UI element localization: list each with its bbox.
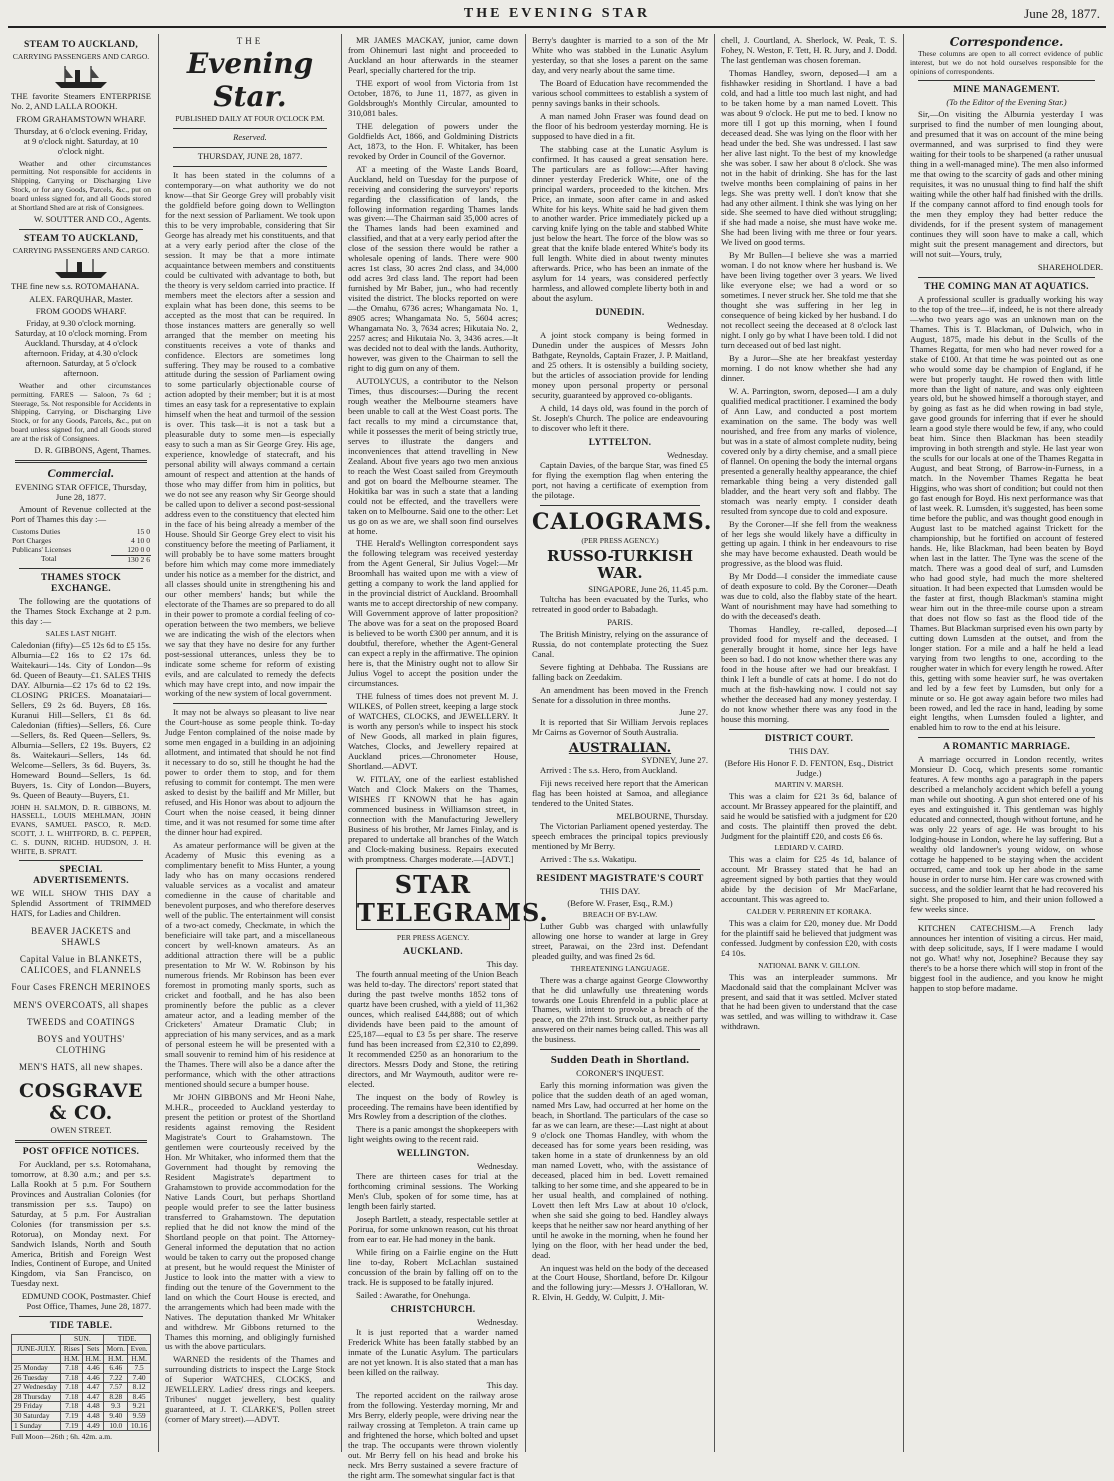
table-cell: 7.18 <box>61 1402 83 1412</box>
table-cell: H.M. <box>128 1354 151 1364</box>
divider <box>173 128 327 129</box>
column-2 <box>160 36 340 1452</box>
revenue-table <box>11 528 151 564</box>
steam-ad-2-schedule: Friday, at 9.30 o'clock morning. Saturday, at 10 o'clock morning. From Auckland. Thursday, at 4 o'clock afternoon. Friday, at 4.30 o'clock afternoon. Saturday, at 5 o'clock afternoon. <box>14 318 148 378</box>
table-cell: 7.18 <box>61 1392 83 1402</box>
revenue-total-label: Total <box>41 554 57 564</box>
news-paragraph: THE export of wool from Victoria from 1st October, 1876, to June 11, 1877, as given in Goldsbrough's Monthly Circular, amounted to 310,081 bales. <box>348 77 518 118</box>
inquest-paragraph: By a Juror—She ate her breakfast yesterday morning. I do not know whether she had any dinner. <box>721 353 897 383</box>
table-cell: 9.21 <box>128 1402 151 1412</box>
war-paragraph: The British Ministry, relying on the assurance of Russia, do not contemplate protecting the Suez Canal. <box>532 628 708 659</box>
table-cell: 4.47 <box>83 1392 104 1402</box>
revenue-value: 15 0 <box>136 527 150 537</box>
table-cell: 6.46 <box>104 1364 128 1374</box>
table-cell: 7.40 <box>128 1373 151 1383</box>
mine-management-heading: MINE MANAGEMENT. <box>953 85 1060 96</box>
dunedin-day: Wednesday. <box>667 320 708 331</box>
coming-man-heading: THE COMING MAN AT AQUATICS. <box>924 281 1089 292</box>
stock-exchange-text: The following are the quotations of the Thames Stock Exchange at 2 p.m. this day :— <box>11 596 151 627</box>
revenue-label: Customs Duties <box>12 527 61 537</box>
news-paragraph: The stabbing case at the Lunatic Asylum is confirmed. It has caused a great sensation here. The particulars are as follow:—After having dinner yesterday Frederick White, one of the principal warders, proceeded to the kitchen. Mrs Price, an inmate, soon after came in and asked White for his keys. White said he had given them to another warder. Price immediately picked up a carving knife lying on the table and stabbed White just below the heart. The force of the blow was so great that the knife blade entered White's body its full length. White died in about twenty minutes afterwards. Price, who has been an inmate of the asylum for 14 years, was considered perfectly harmless, and allowed complete liberty both in and about the asylum. <box>532 143 708 304</box>
table-cell: H.M. <box>61 1354 83 1364</box>
table-header: TIDE. <box>104 1335 151 1345</box>
singapore-dateline: SINGAPORE, June 26, 11.45 p.m. <box>588 583 708 594</box>
divider <box>15 1140 147 1143</box>
steam-ad-1-agent: W. SOUTTER AND CO., Agents. <box>33 214 151 225</box>
inquest-paragraph: Early this morning information was given the police that the sudden death of an aged woman, named Mrs Law, had occurred at her home on the beach, in Shortland. The particulars of the case so far as we can learn, are these:—Last night at about 9 o'clock one Thomas Handley, with whom the deceased has for some years been residing, was taken home in a state of drunkenness by an old man named Lovett, who, with the assistance of deceased, placed him in bed. Lovett remained talking to her some time, and she appeared to be in her usual health, and complained of nothing. Lovett then left Mrs Law at about 10 o'clock, when she said she going to bed. Handley always keeps that he neither saw nor heard anything of her until he awoke in the morning, when he found her lying on the floor, with her head under the bed, dead. <box>532 1080 708 1260</box>
dunedin-paragraph: A child, 14 days old, was found in the porch of St. Joseph's Church. The police are endeavouring to discover who left it there. <box>532 402 708 433</box>
column-5 <box>716 36 902 1452</box>
divider <box>918 737 1095 738</box>
steam-ad-2-ship: THE fine new s.s. ROTOMAHANA. <box>11 281 140 292</box>
inquest-paragraph: Thomas Handley, sworn, deposed—I am a fishhawker residing in Shortland. I have a bad cold, and had a little too much last night, and had to be taken home by a man named Lovett. This was about 9 o'clock. He put me to bed. I know no more till I got up this morning, when I found deceased dead. She was lying on the floor with her head under the bed. She was undressed. I last saw her alive last night. To the best of my knowledge she was sober. I saw her about 8 o'clock. She was not in the habit of drinking. She has for the last twelve months been complaining of pains in her legs. She was pretty well. I don't know that she had any other ailment. I think she was lying on her side. She seemed to have died without struggling; if she had made a noise, she must have woke me. She had been living with me three or four years. We lived on good terms. <box>721 67 897 248</box>
rm-court-heading: RESIDENT MAGISTRATE'S COURT <box>536 874 704 885</box>
tide-table-heading: TIDE TABLE. <box>49 1321 113 1332</box>
cosgrave-ad-line: Capital Value in BLANKETS, CALICOES, and FLANNELS <box>19 954 143 975</box>
inquest-paragraph: W. A. Parrington, sworn, deposed—I am a duly qualified medical practitioner. I examined the body of Ann Law, and conducted a post mortem examination on the same. The body was well nourished, and free from any marks of violence, but was in a state of almost complete nudity, being covered only by a dirty chemise, and a small piece of flannel. On opening the body the internal organs presented a generally healthy appearance, the chief remarkable thing being a very distended gall bladder, and the heart very soft and flabby. The stomach was nearly empty. I consider death resulted from syncope due to cold and exposure. <box>721 385 897 516</box>
table-header: Rises <box>61 1344 83 1354</box>
masthead-gothic-title: Evening Star. <box>186 47 314 113</box>
divider <box>173 703 327 704</box>
table-row <box>12 1364 151 1374</box>
steam-ad-2-title: STEAM TO AUCKLAND, <box>23 234 139 245</box>
stock-brokers: JOHN H. SALMON, D. R. GIBBONS, M. HASSELL, LOUIS MEHLMAN, JOHN EVANS, SAMUEL PASCO, R. McD. SCOTT, J. L. WHITFORD, B. C. PEPPER, C. S. DUNN, RICHD. HUDSON, J. H. WHITE, B. SPRATT. <box>11 802 151 856</box>
mine-management-letter: Sir,—On visiting the Alburnia yesterday I was surprised to find the number of men lounging about, and presumed that it was on account of the mine being overmanned, and was surprised to find they were waiting for their tools to be sharpened (a rather unusual thing in a well-managed mine). The men also informed me that owing to the scarcity of gads and other mining requisites, it was no unusual thing to find half the shift waiting while the other half had finished with the drills. If the company cannot afford to find enough tools for the men they employ they had better reduce the dividends, for if the present system of management continues they will soon have to make a call, which might suit the present management and directors, but will not suit—Yours, truly, <box>910 109 1103 259</box>
divider <box>15 460 147 463</box>
wilkes-advertisement: THE fulness of times does not prevent M. J. WILKES, of Pollen street, keeping a large stock of WATCHES, CLOCKS, and JEWELLERY. It is worth any person's while to inspect his stock of New Goods, all marked in plain figures, Watches, Clocks, and Jewellery repaired at Auckland prices.—Chronometer House, Shortland.—ADVT. <box>348 691 518 771</box>
table-cell: 7.18 <box>61 1383 83 1393</box>
divider <box>729 729 889 730</box>
district-court-case: MARTIN V. MARSH. <box>774 779 844 789</box>
table-row <box>12 1344 151 1354</box>
district-court-paragraph: This was a claim for £20, money due. Mr Dodd for the plaintiff said he believed that judgment was confessed. Judgment by confession £20, with costs £4 10s. <box>721 917 897 958</box>
table-cell: 8.28 <box>104 1392 128 1402</box>
table-row <box>11 546 151 555</box>
table-header: JUNE-JULY. <box>12 1344 61 1354</box>
australian-paragraph: Arrived : The s.s. Wakatipu. <box>540 854 637 865</box>
table-cell: 7.18 <box>61 1364 83 1374</box>
rm-court-case: BREACH OF BY-LAW. <box>582 910 658 920</box>
table-cell: 4.46 <box>83 1364 104 1374</box>
table-cell: 7.5 <box>128 1364 151 1374</box>
dunedin-heading: DUNEDIN. <box>595 308 645 319</box>
divider <box>19 860 143 861</box>
steam-ad-2-wharf: FROM GOODS WHARF. <box>35 306 127 317</box>
column-divider <box>903 34 904 1452</box>
rm-court-paragraph: There was a charge against George Clowworthy that he did unlawfully use threatening words towards one Louis Ehrenfeld in a public place at Thames, with intent to provoke a breach of the peace, on the 27th inst. Struck out, as neither party answered on their names being called. This was all the business. <box>532 974 708 1045</box>
auckland-day: This day. <box>486 958 518 969</box>
table-cell: 9.40 <box>104 1411 128 1421</box>
wellington-heading: WELLINGTON. <box>396 1149 470 1160</box>
news-paragraph: AT a meeting of the Waste Lands Board, Auckland, held on Tuesday for the purpose of receiving and considering the surveyors' reports regarding the classification of lands, the following information regarding Thames lands was given:—The Chairman said 35,000 acres of the Thames lands had been examined and classified, and that at a very early period after the close of the session there would be rather a wholesale opening of lands. There were 900 acres 1st class, 30 acres 2nd class, and 34,000 odd acres 3rd class land. The report had been furnished by Mr Baber, jun., who had recently visited the district. The blocks reported on were—the Omahu, 6736 acres; Whangamata No. 1, 8905 acres; Whangamata No. 5, 5604 acres; Whangamata No. 3, 7634 acres; Hikutaia No. 2, 2257 acres; and Hikutaia No. 3, 3436 acres.—It was decided not to deal with the lands. Authority, however, was given to the Chairman to sell the right to dig gum on any of them. <box>348 163 518 373</box>
steam-ad-1-schedule: Thursday, at 6 o'clock evening. Friday, at 9 o'clock night. Saturday, at 10 o'clock night. <box>14 125 148 156</box>
stock-exchange-heading: THAMES STOCK EXCHANGE. <box>40 573 122 595</box>
post-office-signature: EDMUND COOK, Postmaster. Chief Post Office, Thames, June 28, 1877. <box>21 1291 151 1312</box>
table-cell: 26 Tuesday <box>12 1373 61 1383</box>
romantic-marriage-heading: A ROMANTIC MARRIAGE. <box>942 742 1071 753</box>
wellington-paragraph: There are thirteen cases for trial at the forthcoming criminal sessions. The Working Men's Club, spoken of for some time, has at length been fairly started. <box>348 1171 518 1212</box>
table-cell: 9.3 <box>104 1402 128 1412</box>
inquest-paragraph: By Mr Bullen—I believe she was a married woman. I do not know where her husband is. We have been living together over 3 years. We lived like everyone else; we had a word or so sometimes. I never struck her. She told me that she thought she was suffering in her leg in consequence of being kicked by her husband. I do not recollect seeing the deceased at 8 o'clock last night. I only go by what I have been told. I did not turn deceased out of bed last night. <box>721 250 897 351</box>
christchurch-day-2: This day. <box>486 1379 518 1390</box>
table-cell: 27 Wednesday <box>12 1383 61 1393</box>
column-4 <box>527 36 713 1452</box>
table-cell: 7.22 <box>104 1373 128 1383</box>
steam-ad-2-notice: Weather and other circumstances permitting. FARES — Saloon, 7s 6d ; Steerage, 5s. Not responsible for Accidents in Shipping, Carrying, or Discharging Live Stock, or for any Goods, Parcels, &c., put on board unless signed for, and all Goods stored are at the risk of Consignees. <box>11 380 151 443</box>
court-house-paragraph: It may not be always so pleasant to live near the Court-house as some people think. To-day Judge Fenton complained of the noise made by some men engaged in a building in an adjoining allotment, and intimated that should he not find it necessary to do so, still he thought he had the power to order them to stop, and for them refusing to commit for contempt. The men were asked to desist by the bailiff and Mr Miller, but refused, and His Honor was about to adjourn the Court when the noise ceased, it being dinner time, and it was not resumed for some time after the dinner hour had expired. <box>165 707 335 838</box>
australian-banner: AUSTRALIAN. <box>568 741 672 757</box>
revenue-value: 4 10 0 <box>131 536 150 546</box>
masthead-the: THE <box>236 36 264 46</box>
table-cell: 10.0 <box>104 1421 128 1431</box>
inquest-paragraph: An inquest was held on the body of the deceased at the Court House, Shortland, before Dr. Kilgour and the following jury:—Messrs J. O'Halloran, W. R. Elvin, H. Geddy, W. Culpitt, J. Mit- <box>532 1262 708 1303</box>
table-cell: 10.16 <box>128 1421 151 1431</box>
wellington-day: Wednesday. <box>477 1161 518 1172</box>
table-cell: 7.19 <box>61 1411 83 1421</box>
column-divider <box>525 34 526 1452</box>
district-court-heading: DISTRICT COURT. <box>764 733 854 744</box>
russo-turkish-war-banner: RUSSO-TURKISH WAR. <box>546 547 693 583</box>
district-court-day: THIS DAY. <box>788 745 830 756</box>
table-cell: 4.48 <box>83 1411 104 1421</box>
table-cell: H.M. <box>104 1354 128 1364</box>
table-cell: 8.12 <box>128 1383 151 1393</box>
cosgrave-ad-line: BEAVER JACKETS and SHAWLS <box>31 926 131 947</box>
steam-ad-2-agent: D. R. GIBBONS, Agent, Thames. <box>34 445 151 456</box>
cosgrave-ad-line: Four Cases FRENCH MERINOES <box>11 982 151 993</box>
commercial-text: Amount of Revenue collected at the Port of Thames this day :— <box>11 504 151 525</box>
christchurch-paragraph: The reported accident on the railway arose from the following. Yesterday morning, Mr and Mrs Berry, elderly people, were driving near the railway crossing at Templeton. A train came up and frightened the horse, which bolted and upset the trap. The occupants were thrown violently out. Mr Berry fell on his head and broke his neck. Mrs Berry sustained a severe fracture of the right arm. The somewhat singular fact is that <box>348 1389 518 1480</box>
coroner-heading: CORONER'S INQUEST. <box>576 1068 664 1079</box>
news-paragraph: A man named John Fraser was found dead on the floor of his bedroom yesterday morning. He is supposed to have died in a fit. <box>532 110 708 141</box>
correspondence-note: These columns are open to all correct evidence of public interest, but we do not hold ourselves responsible for the opinions of correspondents. <box>910 48 1103 76</box>
editorial-dateline: THURSDAY, JUNE 28, 1877. <box>197 151 303 162</box>
table-cell: 8.45 <box>128 1392 151 1402</box>
divider <box>173 147 327 148</box>
deputation-paragraph: Mr JOHN GIBBONS and Mr Heoni Nahe, M.H.R., proceeded to Auckland yesterday to present the petition or protest of the Shortland residents against removing the Resident Magistrate's Court to Grahamstown. The gentlemen were courteously received by the Hon. Mr Whitaker, who informed them that the Government had thought by removing the Resident Magistrate's department to Grahamstown to provide accommodation for the Native Lands Court, but perhaps Shortland people would prefer to see the latter business transferred to Grahamstown. The deputation replied that he did not know the mind of the Shortland people on that point. The Attorney-General informed the deputation that no action would be taken to carry out the proposed change at present, but he would request the Minister of Justice to look into the matter with a view to finding out the tenure of the Government to the land on which the Court House is erected, and the arrangements which had been made with the Natives. The deputation thanked Mr Whitaker and withdrew. Mr Gibbons returned to the Thames this morning, and obligingly furnished us with the above particulars. <box>165 1092 335 1352</box>
district-court-case: CALDER V. PERRENIN ET KORAKA. <box>746 907 872 917</box>
news-paragraph: MR JAMES MACKAY, junior, came down from Ohinemuri last night and proceeded to Auckland an hour afterwards in the steamer Pearl, specially chartered for the trip. <box>348 35 518 75</box>
auckland-paragraph: The inquest on the body of Rowley is proceeding. The remains have been identified by Mrs Rowley from a description of the clothes. <box>348 1091 518 1122</box>
news-paragraph: Berry's daughter is married to a son of the Mr White who was stabbed in the Lunatic Asylum yesterday, so that she loses a parent on the same day, and very nearly about the same time. <box>532 35 708 75</box>
cosgrave-ad-line: MEN'S OVERCOATS, all shapes <box>13 999 149 1010</box>
table-cell: H.M. <box>83 1354 104 1364</box>
district-court-before: (Before His Honor F. D. FENTON, Esq., District Judge.) <box>724 757 894 778</box>
revenue-value: 120 0 0 <box>127 544 150 554</box>
column-divider <box>158 34 159 1452</box>
table-cell: 4.48 <box>83 1402 104 1412</box>
stock-quotations: Caledonian (fifty)—£5 12s 6d to £5 15s. Alburnia—£2 16s to £2 17s 6d. Waitekauri—14s. City of London—9s 6d. Queen of Beauty—£1. SALES THIS DAY. Alburnia—£2 17s 6d to £2 19s. CLOSING PRICES. Moanataiari—Sellers, £9 2s 6d. Buyers, £8 16s. Kuranui Hill—Sellers, £1 8s 6d. Caledonian (fifties)—Sellers, £6. Cure—Sellers, 8s. Red Queen—Sellers, 9s. Alburnia—Sellers, £2 19s. Buyers, £2 8s. Waitekauri—Sellers, 14s 6d. Welcome—Sellers, 3s 6d. Buyers, 3s. Homeward Bound—Sellers, 1s 6d. Buyers, 1s. City of London—Buyers, 9s. Queen of Beauty—Buyers, £1. <box>11 640 151 800</box>
steam-ad-2-subtitle: CARRYING PASSENGERS AND CARGO. <box>12 246 150 256</box>
wellington-paragraph: While firing on a Fairlie engine on the Hutt line to-day, Robert McLachlan sustained concussion of the brain by falling off on to the track. He is supposed to be fatally injured. <box>348 1247 518 1288</box>
divider <box>540 505 700 506</box>
divider <box>918 80 1095 81</box>
editorial-body: It has been stated in the columns of a contemporary—on what authority we do not know—that Sir George Grey will probably visit the goldfield before going down to Wellington for the next session of Parliament. We took upon this to be very improbable, considering that Sir George has already met his constituents, and that at a very early period after the close of the session. It may be that a more intimate acquaintance between members and constituents could be cultivated with advantage to both, but the theory is very seldom carried into practice. If members meet the electors after a session and explain what has been done, this seems to be accepted as the most that can be required. In those instances matters are generally so well arranged that the member on meeting his constituents receives a vote of thanks and confidence. Electors are sometimes long suffering. They may be roused to a combative attitude during the session of Parliament owing to some particularly objectionable course of action adopted by their member; but it is at most times an easy task for a representative to explain himself when the heat and turmoil of the session is over. This task—it is not a task but a pleasurable duty to some men—is especially easy to such a man as Sir George Grey. His age, experience, knowledge of statecraft, and his personal ability will always command a certain amount of respect and attention at the hands of those who may differ from him in politics, but we do not see any reason why Sir George should be called upon to deliver a second post-sessional address even to the constituency that elected him in the face of his being already a member of the House. Should Sir George Grey elect to visit his constituency before the meeting of Parliament, it will probably be to have some matters brought before him which may come more immediately under his notice as a member for the district, and all classes should unite in strengthening his and our other members' hands; but while the electorate of the Thames are so prepared to do all in their power to promote a cordial feeling of co-operation between the two members, we believe we are indicating the wish of the electors when we say that they have no desire for any further post-sessional utterances, unless they be to indicate some scheme for reform of existing evils, and are calculated to remedy the defects which may have crept into, and now impair the working of the new system of local government. <box>165 170 335 699</box>
table-cell: 4.46 <box>83 1373 104 1383</box>
australian-paragraph: Fiji news received here report that the American flag has been hoisted at Samoa, and allegiance tendered to the United States. <box>532 778 708 809</box>
melbourne-dateline: MELBOURNE, Thursday. <box>616 811 708 822</box>
wellington-paragraph: Sailed : Awarathe, for Onehunga. <box>356 1290 471 1301</box>
table-cell: 7.19 <box>61 1421 83 1431</box>
table-cell: 4.49 <box>83 1421 104 1431</box>
post-office-heading: POST OFFICE NOTICES. <box>22 1146 140 1157</box>
lyttelton-heading: LYTTELTON. <box>588 437 652 448</box>
correspondence-banner: Correspondence. <box>949 35 1064 49</box>
table-row <box>12 1383 151 1393</box>
published-note: PUBLISHED DAILY AT FOUR O'CLOCK P.M. <box>175 114 325 124</box>
news-paragraph: THE Herald's Wellington correspondent says the following telegram was received yesterday from the Agent General, Sir Julius Vogel:—Mr Broomhall has waited upon me with a view of getting a company to work the land applied for in the provincial district of Auckland. Broomhall wants me to accept directorship of new company. Will Government approve of latter proposition? The above was for a seat on the proposed Board is believed to be worth £300 per annum, and it is doubtful, therefore, whether the Agent-General can expect a reply in the affirmative. The opinion here is, that the Ministry ought not to allow Sir Julius Vogel to accept the position under the circumstances. <box>348 538 518 689</box>
divider <box>173 166 327 167</box>
war-paragraph: Severe fighting at Dehbaba. The Russians are falling back on Zeedakim. <box>532 661 708 682</box>
steam-ad-1-ships: THE favorite Steamers ENTERPRISE No. 2, AND LALLA ROOKH. <box>11 90 151 111</box>
dunedin-paragraph: A joint stock company is being formed in Dunedin under the auspices of Messrs John Bathgate, Reynolds, Captain Frazer, J. P. Maitland, and 25 others. It is ostensibly a building society, but the articles of association provide for lending money upon personal property or personal security, guaranteed by approved co-obligants. <box>532 330 708 400</box>
district-court-case: LEDIARD V. CAIRD. <box>774 843 844 853</box>
wellington-paragraph: Joseph Bartlett, a steady, respectable settler at Porirua, for some unknown reason, cut his throat from ear to ear. He had money in the bank. <box>348 1214 518 1245</box>
kitchen-catechism-paragraph: KITCHEN CATECHISM.—A French lady announces her intention of visiting a circus. Her maid, with deep solicitude, says, If I were madame I would not go. What! why not, Josephine? Because they say there's to be a horse there which will stop in front of the biggest fool in the audience, and you know he might happen to stop before madame. <box>910 922 1103 993</box>
table-cell: 29 Friday <box>12 1402 61 1412</box>
divider <box>540 869 700 870</box>
masthead <box>0 0 1114 30</box>
table-header: SUN. <box>61 1335 104 1345</box>
calograms-banner: CALOGRAMS. <box>532 508 713 535</box>
cosgrave-intro: WE WILL SHOW THIS DAY a Splendid Assortment of TRIMMED HATS, for Ladies and Children. <box>11 888 151 919</box>
divider <box>19 568 143 569</box>
australian-paragraph: Arrived : The s.s. Hero, from Auckland. <box>540 765 678 776</box>
steamship-icon <box>51 64 111 90</box>
clarke-advertisement: WARNED the residents of the Thames and surrounding districts to inspect the Large Stock of Superior WATCHES, CLOCKS, and JEWELLERY. Ladies' dress rings and keepers. Tribunes' nugget jewellery, best quality guaranteed, at J. T. CLARKE'S, Pollen street (corner of Mary street).—ADVT. <box>165 1354 335 1425</box>
table-cell: 4.47 <box>83 1383 104 1393</box>
table-header <box>12 1335 61 1345</box>
war-paragraph: Tultcha has been evacuated by the Turks, who retreated in good order to Babadagh. <box>532 593 708 614</box>
inquest-paragraph: By Mr Dodd—I consider the immediate cause of death exposure to cold. By the Coroner—Death was due to cold, also the flabby state of the heart. Want of nourishment may have had something to do with the deceased's death. <box>721 571 897 622</box>
cosgrave-ad-line: BOYS and YOUTHS' CLOTHING <box>37 1034 125 1055</box>
stock-sales-label: SALES LAST NIGHT. <box>45 629 117 639</box>
coming-man-article: A professional sculler is gradually working his way to the top of the tree—if, indeed, he is not there already—who two years ago was an unknown man on the Thames. This is T. Blackman, of Dulwich, who in August, 1875, made his debut in the Sculls of the Thames Regatta, for men who had never rowed for a stake of £100. At that time he was pointed out as one who would some day be champion of England, if he were but properly taught. He rowed then with little more than the light of nature, and was only eighteen years old, but he showed himself a thorough stayer, and by going as fast as he did when rowing in bad style, gave good grounds for inferring that if ever he should learn a good style there would be few, if any, who could beat him. Since then Blackman has been steadily improving in both strength and style. He last year won the sculls for our locals at one of the Thames Regatta in August, and beat Strong, of Barrow-in-Furness, in a match. In the November Thames Regatta he beat Higgins, who was short of condition; but could not then go fast enough for Boyd. His next performance was that of last week. R. Lumsden, it's suggested, has been some time before the public, and was thought good enough in August last to be matched against Trickett for the championship, but he fortified on account of festered hands. He, like Blackman, had been beaten by Boyd when last in the latter. The Tyne was the scene of the match. There was a good deal of surf, and Lumsden who had good style, had much the more sheltered situation. It had been expected that Lumsden would be the faster at first, though Blackman's stamina might wear him out in the three-mile course upon a stream that does not flow so fast as the flood tide of the Thames. But Blackman surprised even his own party by cutting down Lumsden at the outset, and from the longer station. For a mile and a half he held a lead varying from two lengths to one, according to the rougher water in which for every length he rowed. After this, getting with some heavier surf, he was overtaken and led by a few feet by Lumsden, but only for a minute or so. He got away again before two miles had been rowed, and led the race in hand, leading by some eight lengths, when Lumsden fouled a lighter, and enabled him to row to the end at his leisure. <box>910 293 1103 733</box>
christchurch-paragraph: It is just reported that a warder named Frederick White has been fatally stabbed by an inmate of the Lunatic Asylum. The particulars are not yet known. It is also stated that a man has been killed on the railway. <box>348 1326 518 1377</box>
tide-moon-note: Full Moon—26th ; 6h. 42m. a.m. <box>11 1432 113 1442</box>
table-cell: 30 Saturday <box>12 1411 61 1421</box>
steam-ad-2-master: ALEX. FARQUHAR, Master. <box>29 294 133 305</box>
column-3 <box>343 35 549 1480</box>
auckland-heading: AUCKLAND. <box>403 946 463 957</box>
fitlay-advertisement: W. FITLAY, one of the earliest established Watch and Clock Makers on the Thames, WISHES IT KNOWN that he has again commenced business in Williamson street, in connection with the Manufacturing Jewellery Business of his brother, Mr James Finlay, and is prepared to undertake all branches of the Watch and Clock-making business. Repairs executed with promptness. Charges moderate.—[ADVT.] <box>348 773 518 864</box>
issue-date: June 28, 1877. <box>1024 6 1100 21</box>
cosgrave-name: COSGRAVE & CO. <box>19 1079 143 1124</box>
cosgrave-ad-line: TWEEDS and COATINGS <box>27 1017 135 1027</box>
masthead-rule <box>8 26 1106 28</box>
table-cell: 1 Sunday <box>12 1421 61 1431</box>
sudden-death-heading: Sudden Death in Shortland. <box>550 1054 690 1067</box>
table-header: Sets <box>83 1344 104 1354</box>
inquest-paragraph: By the Coroner—If she fell from the weakness of her legs she would likely have a difficulty in getting up again. I think in her endeavours to rise she may have become exhausted. Death would be progressive, as the blood was fluid. <box>721 518 897 569</box>
table-cell: 7.18 <box>61 1373 83 1383</box>
column-divider <box>341 34 342 1452</box>
christchurch-heading: CHRISTCHURCH. <box>390 1304 476 1315</box>
revenue-label: Port Charges <box>12 536 52 546</box>
district-court-paragraph: This was a claim for £21 3s 6d, balance of account. Mr Brassey appeared for the plaintiff, and said he would be satisfied with a judgment for £20 and costs. The plaintiff then proved the debt. Judgment for the plaintiff £20, and costs £6 6s. <box>721 790 897 841</box>
district-court-paragraph: This was an interpleader summons. Mr Macdonald said that the complainant McIver was present, and said that it was settled. McIver stated that he had been given to understand that the case was settled, and was willing to withdraw it. Case withdrawn. <box>721 971 897 1032</box>
tide-table-body <box>12 1364 151 1431</box>
press-agency-note: PER PRESS AGENCY. <box>396 933 470 943</box>
rm-court-before: (Before W. Fraser, Esq., R.M.) <box>567 898 673 909</box>
column-divider <box>714 34 715 1452</box>
auckland-paragraph: The fourth annual meeting of the Union Beach was held to-day. The directors' report stated that during the past twelve months 1852 tons of quartz have been crushed, with a yield of 11,362 ounces, which realised £44,888; out of which dividends have been paid to the amount of £25,187—equal to £3 5s per share. The reserve fund has been increased from £2,310 to £2,899. It recommended £250 as an honorarium to the directors. Messrs Dody and Stone, the retiring directors, and Mr Waymouth, auditor were re-elected. <box>348 968 518 1089</box>
inquest-paragraph: Thomas Handley, re-called, deposed—I provided food for myself and the deceased. I generally brought it home, since her legs have been so bad. I do not know whether there was any food in the house after we had our breakfast. I think I left a bundle of cats at home. I do not do much at the fish-hawking now. I could not say whether the deceased had any money yesterday. I do not know whether there was any food in the house this morning. <box>721 624 897 724</box>
table-cell: 25 Monday <box>12 1364 61 1374</box>
mine-management-to: (To the Editor of the Evening Star.) <box>946 97 1067 108</box>
rm-court-day: THIS DAY. <box>599 886 641 897</box>
table-cell: 7.57 <box>104 1383 128 1393</box>
romantic-marriage-article: A marriage occurred in London recently, writes Monsieur D. Cocq, which presents some romantic features. A few months ago a paragraph in the papers described a melancholy accident which befell a young man while out shooting. A gun shot entered one of his eyes and extinguished it. This gentleman was highly educated and connected, though without fortune, and he was only 22 years of age. He was brought to his lodging-house in London, where he lay suffering. But a wealthy old landowner's young widow, on whose cottage he happened to be staying when the accident occurred, came and took up her abode in the same house in order to nurse him. Her care was crowned with success, and the soldier learnt that he had recovered his sight. She proposed to him, and their union followed a few weeks since. <box>910 754 1103 914</box>
revenue-label: Publicans' Licenses <box>12 545 72 555</box>
table-cell: 9.59 <box>128 1411 151 1421</box>
war-paragraph: An amendment has been moved in the French Senate for a dissolution in three months. <box>532 684 708 705</box>
lyttelton-day: Wednesday. <box>667 449 708 460</box>
christchurch-day: Wednesday. <box>477 1317 518 1327</box>
rm-court-case: THREATENING LANGUAGE. <box>570 963 670 973</box>
steam-ad-1-subtitle: CARRYING PASSENGERS AND CARGO. <box>12 52 150 62</box>
news-paragraph: The Board of Education have recommended the various school committees to establish a system of penny savings banks in their schools. <box>532 77 708 108</box>
special-ads-heading: SPECIAL ADVERTISEMENTS. <box>33 865 129 887</box>
post-office-text: For Auckland, per s.s. Rotomahana, tomorrow, at 8.30 a.m.; and per s.s. Lalla Rookh at 5 p.m. For Southern Provinces and Australian Colonies (for transmission per s.s. Taupo) on Saturday, at 5 p.m. For Australian Colonies (for transmission per s.s. Rotorua), on Monday next. For Sandwich Islands, North and South America, British and Foreign West Indies, Continent of Europe, and United Kingdom, via San Francisco, on Tuesday next. <box>11 1158 151 1289</box>
sydney-dateline: SYDNEY, June 27. <box>641 755 708 766</box>
june-27-dateline: June 27. <box>679 707 708 718</box>
commercial-office: EVENING STAR OFFICE, Thursday, June 28, 1877. <box>15 482 147 503</box>
star-telegrams-banner: STAR TELEGRAMS. <box>356 868 510 930</box>
auckland-paragraph: There is a panic amongst the shopkeepers with light weights owing to the recent raid. <box>348 1124 518 1145</box>
table-row <box>12 1335 151 1345</box>
commercial-heading: Commercial. <box>47 466 115 481</box>
war-paragraph: It is reported that Sir William Jervois replaces Mr Cairns as Governor of South Australia. <box>532 717 708 738</box>
paris-heading: PARIS. <box>607 616 633 627</box>
reserved-note: Reserved. <box>233 132 267 143</box>
divider <box>918 277 1095 278</box>
divider <box>918 919 1095 920</box>
divider <box>19 1316 143 1317</box>
inquest-paragraph: chell, J. Courtland, A. Sherlock, W. Peak, T. S. Fohey, N. Weston, F. Tett, H. R. Jury, and J. Dodd. The last gentleman was chosen foreman. <box>721 35 897 65</box>
column-1 <box>6 36 156 1452</box>
rm-court-paragraph: Luther Gubb was charged with unlawfully allowing one horse to wander at large in Grey street, Parawai, on the 23rd inst. Defendant pleaded guilty, and was fined 2s 6d. <box>532 920 708 961</box>
divider <box>19 229 143 230</box>
news-paragraph: THE delegation of powers under the Goldfields Act, 1866, and Goldmining Districts Act, 1873, to the Hon. F. Whitaker, has been revoked by Order in Council of the Governor. <box>348 120 518 161</box>
cosgrave-street: OWEN STREET. <box>50 1124 112 1135</box>
district-court-case: NATIONAL BANK V. GILLON. <box>758 960 860 970</box>
amateur-performance-paragraph: As amateur performance will be given at the Academy of Music this evening as a complimentary benefit to Miss Hunter, a young lady who has on many occasions rendered valuable services as a vocalist and amateur comedienne in the cause of charitable and benevolent purposes, and who therefore deserves well of the public. The entertainment will consist of a two-act comedy, Checkmate, in which the beneficiaire will take part, and a miscellaneous concert by well-known amateurs. As an additional attraction there will be a public presentation to Mr W. W. Robinson by his numerous friends. Mr Robinson has been ever foremost in promoting manly sports, such as cricket and football, and he has also been prominently before the public as a clever amateur actor, and a leading member of the Cricketers' Amateur Dramatic Club; in appreciation of his many services, and as a mark of personal esteem he will be presented with a small souvenir to remind him of his residence at the Thames. There will also be a dance after the performance, which with the other attractions mentioned should secure a bumper house. <box>165 840 335 1090</box>
tide-table <box>11 1334 151 1431</box>
table-cell: 28 Thursday <box>12 1392 61 1402</box>
table-header: Morn. <box>104 1344 128 1354</box>
steam-ad-1-notice: Weather and other circumstances permitting. Not responsible for accidents in Shipping, Carrying or Discharging Live Stock, or for any Goods, Parcels, &c., put on board unless signed for, and all Goods stored at Shortland Shed are at risk of Consignees. <box>11 158 151 212</box>
australian-paragraph: The Victorian Parliament opened yesterday. The speech embraces the principal topics previously mentioned by Mr Berry. <box>532 821 708 852</box>
steamship-icon <box>51 258 111 280</box>
divider <box>540 1049 700 1050</box>
mine-management-signature: SHAREHOLDER. <box>1037 261 1103 272</box>
revenue-total-value: 130 2 6 <box>111 555 151 564</box>
table-header: Even. <box>128 1344 151 1354</box>
news-paragraph: AUTOLYCUS, a contributor to the Nelson Times, thus discourses:—During the recent rough weather the Melbourne steamers have been unable to call at the West Coast ports. The fact recalls to my mind a circumstance that, while it possesses the merit of being strictly true, serves to illustrate the dangers and inconveniences that attend travelling in New Zealand. About five years ago two men anxious to reach the West Coast sailed from Greymouth and got on board the Melbourne steamer. The Hokitika bar was in such a state that a landing could not be effected, and the travellers were taken on to Melbourne. Said one to the other: Let us go on as we are, we shall soon find ourselves at home. <box>348 375 518 536</box>
table-row <box>12 1411 151 1421</box>
column-6 <box>905 36 1108 1452</box>
lyttelton-paragraph: Captain Davies, of the barque Star, was fined £5 for flying the exemption flag when entering the port, not having a certificate of exemption from the pilotage. <box>532 459 708 500</box>
district-court-paragraph: This was a claim for £25 4s 1d, balance of account. Mr Brassey stated that he had an agreement signed by both parties that they would abide by the decision of Mr MacFarlane, accountant. This was agreed to. <box>721 854 897 905</box>
table-row <box>11 555 151 564</box>
calograms-press-note: (PER PRESS AGENCY.) <box>581 536 659 546</box>
steam-ad-1-title: STEAM TO AUCKLAND, <box>23 40 139 50</box>
steam-ad-1-wharf: FROM GRAHAMSTOWN WHARF. <box>16 113 146 124</box>
cosgrave-ad-line: MEN'S HATS, all new shapes. <box>18 1062 144 1073</box>
newspaper-title: THE EVENING STAR <box>463 6 651 21</box>
table-row <box>12 1421 151 1431</box>
